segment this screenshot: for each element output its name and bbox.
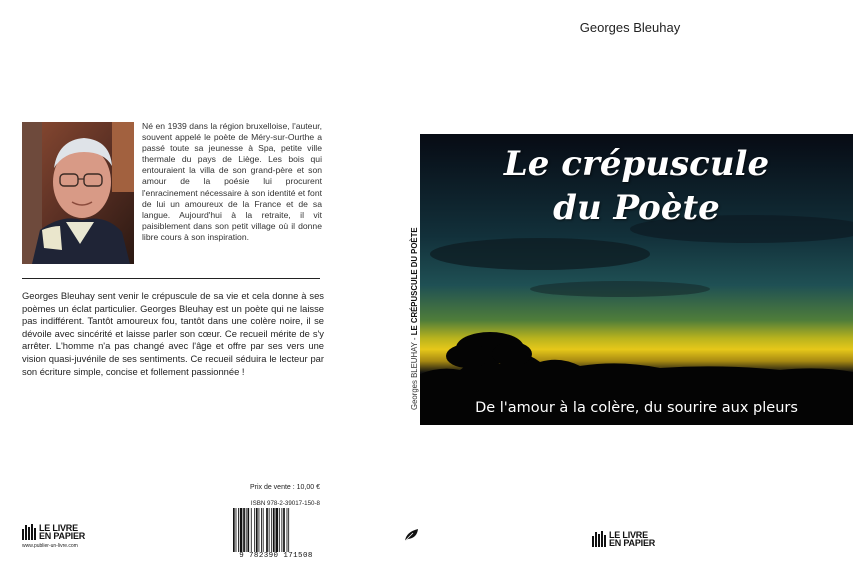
title-line-1: Le crépuscule (503, 144, 770, 184)
barcode-digits: 9 782390 171508 (232, 552, 320, 561)
isbn-barcode (232, 508, 320, 558)
spine-title: LE CRÉPUSCULE DU POÈTE (410, 227, 419, 336)
books-icon (592, 531, 606, 547)
divider (22, 278, 320, 279)
publisher-logo-back (22, 524, 85, 541)
spine-author: Georges BLEUHAY (410, 342, 419, 410)
title-line-2: du Poète (553, 188, 720, 228)
book-summary: Georges Bleuhay sent venir le crépuscule de sa vie et cela donne à ses poèmes un éclat particulier. Georges Bleuhay est un poète qui ne laisse pas indifférent. Tantôt amoureux fou, tantôt dans une colère noire, il se dévoile avec sincérité et laisse parler son cœur. Ce recueil mérite de s'y arrêter. L'homme n'a pas changé avec l'âge et offre par ses vers une vision quasi-juvénile de ses sentiments. Ce recueil séduira le lecteur par son écriture simple, concise et follement passionnée ! (22, 290, 324, 377)
author-portrait (22, 122, 134, 264)
books-icon (22, 524, 36, 540)
author-biography: Né en 1939 dans la région bruxelloise, l'auteur, souvent appelé le poète de Méry-sur-Ourthe a passé toute sa jeunesse à Spa, petite ville thermale du pays de Liège. Les bois qui entouraient la villa de son grand-père et son amour de la poésie lui procurent l'enracinement nécessaire à son identité et font de lui un amoureux de la France et de sa langue. Aujourd'hui à la retraite, il vit paisiblement dans son petit village où il donne libre cours à son inspiration. (142, 121, 322, 242)
logo-line2: EN PAPIER (609, 538, 656, 549)
publisher-logo-front (592, 531, 655, 548)
publisher-url: www.publier-un-livre.com (22, 543, 78, 549)
price-label: Prix de vente : 10,00 € (249, 484, 320, 491)
logo-line1: LE LIVRE (609, 530, 648, 540)
isbn-label: ISBN 978-2-39017-150-8 (250, 500, 320, 507)
book-subtitle: De l'amour à la colère, du sourire aux pleurs (475, 400, 798, 416)
spine (401, 170, 421, 410)
author-name: Georges Bleuhay (579, 20, 681, 35)
leaf-icon (404, 528, 420, 542)
spine-separator: - (410, 335, 419, 343)
logo-line1: LE LIVRE (39, 523, 78, 533)
book-title (420, 142, 853, 230)
logo-line2: EN PAPIER (39, 531, 86, 542)
